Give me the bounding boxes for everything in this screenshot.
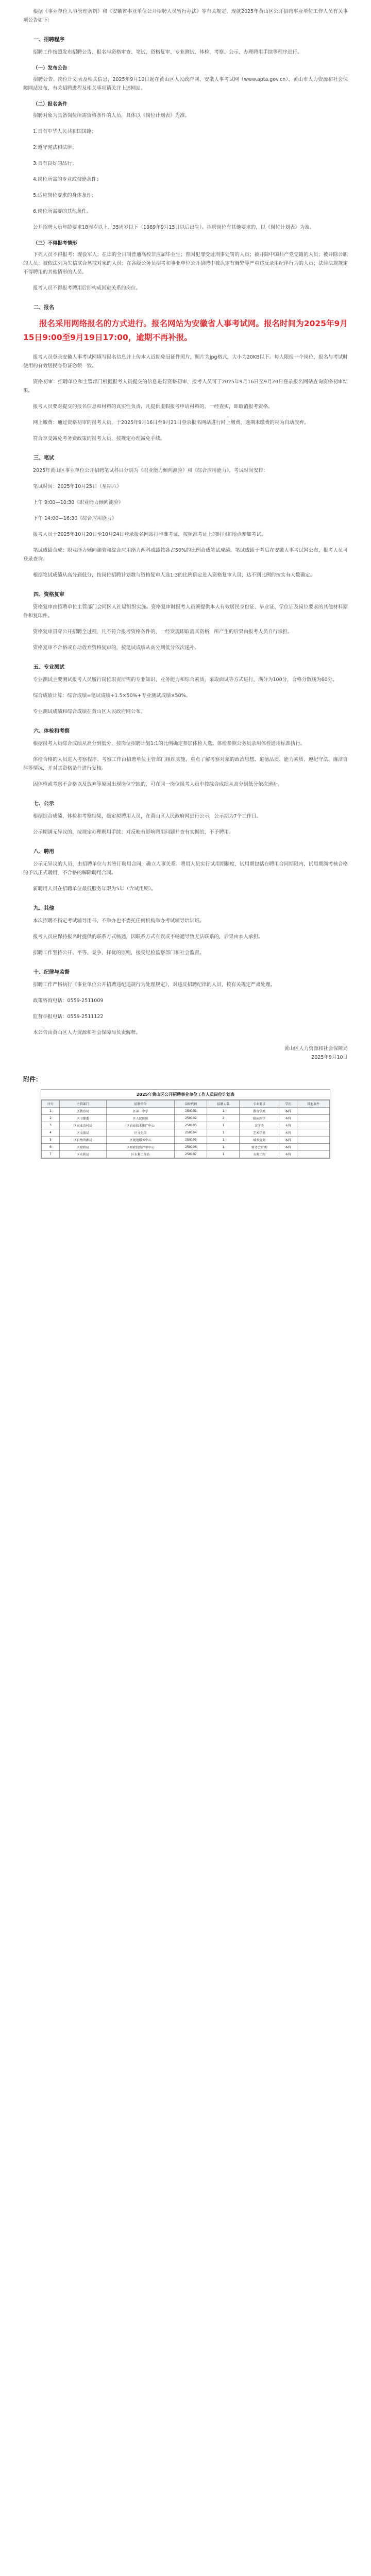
table-cell: 本科 — [279, 1108, 297, 1115]
table-cell: 1 — [207, 1151, 240, 1158]
table-cell: 1 — [207, 1144, 240, 1151]
table-header-cell: 专业要求 — [240, 1100, 279, 1108]
table-cell: 区教育局 — [59, 1108, 106, 1115]
table-header-row — [42, 1100, 330, 1108]
attachment-table-image — [41, 1089, 330, 1159]
table-cell: 本科 — [279, 1129, 297, 1137]
paragraph: 4.岗位所需的专业或技能条件； — [33, 177, 102, 182]
paragraph: 5.适应岗位要求的身体条件； — [33, 193, 97, 198]
table-cell: 4 — [42, 1129, 60, 1137]
section-heading-review: 四、资格复审 — [33, 592, 64, 598]
table-cell: 7 — [42, 1151, 60, 1158]
paragraph: 根据笔试成绩从高分到低分，按岗位招聘计划数与资格复审人选1:3的比例确定进入资格复审人员，达不到比例的按实有人数确定。 — [33, 572, 315, 578]
table-cell — [297, 1122, 330, 1129]
table-cell: 本科 — [279, 1144, 297, 1151]
table-cell: 区文化馆 — [106, 1129, 175, 1137]
table-cell: 区水利局 — [59, 1151, 106, 1158]
paragraph: 本次招聘不指定考试辅导用书，不举办也不委托任何机构举办考试辅导培训班。 — [33, 918, 205, 924]
table-cell: 1 — [42, 1108, 60, 1115]
table-cell: 区财政局 — [59, 1144, 106, 1151]
table-cell: 区农业技术推广中心 — [106, 1122, 175, 1129]
table-cell: 水利工程 — [240, 1151, 279, 1158]
paragraph: 综合成绩计算：综合成绩=笔试成绩÷1.5×50%+专业测试成绩×50%。 — [33, 693, 191, 699]
table-body — [42, 1108, 330, 1158]
table-header-cell: 学历 — [279, 1100, 297, 1108]
table-header-cell: 序号 — [42, 1100, 60, 1108]
section-heading-medical: 六、体检和考察 — [33, 728, 70, 734]
table-row — [42, 1129, 330, 1137]
table-cell: 3 — [42, 1122, 60, 1129]
position-table — [41, 1100, 330, 1158]
table-header-cell: 主管部门 — [59, 1100, 106, 1108]
table-cell: 本科 — [279, 1115, 297, 1122]
table-header-cell: 招聘人数 — [207, 1100, 240, 1108]
table-cell: 区文旅局 — [59, 1129, 106, 1137]
table-cell: 250104 — [175, 1129, 207, 1137]
paragraph: 招聘公告、岗位计划表及相关信息，2025年9月10日起在黄山区人民政府网、安徽人事考试网（www.apta.gov.cn）、黄山市人力资源和社会保障网站发布，有关招聘进程及相关事项请关注上述网站。 — [23, 77, 348, 91]
section-heading-written-exam: 三、笔试 — [33, 455, 54, 461]
paragraph: 笔试成绩合成：职业能力倾向测验和综合应用能力两科成绩按各占50%的比例合成笔试成绩。笔试成绩于考后在安徽人事考试网公布，报考人员可登录查询。 — [23, 548, 348, 562]
table-cell: 区规划服务中心 — [106, 1137, 175, 1144]
paragraph: 报考人员于2025年10月20日至10月24日登录报名网站打印准考证，按照准考证上的时间和地点参加考试。 — [33, 532, 266, 537]
table-cell: 1 — [207, 1137, 240, 1144]
paragraph: 专业测试成绩和综合成绩在黄山区人民政府网公布。 — [33, 709, 146, 715]
table-cell: 区卫健委 — [59, 1115, 106, 1122]
table-cell: 农学类 — [240, 1122, 279, 1129]
table-cell: 区财政投资评审中心 — [106, 1144, 175, 1151]
paragraph: 笔试时间：2025年10月25日（星期六） — [33, 484, 122, 489]
paragraph: 1.具有中华人民共和国国籍； — [33, 129, 97, 134]
paragraph: 资格复审由招聘单位主管部门会同区人社局组织实施。资格复审时报考人员须提供本人有效居民身份证、毕业证、学位证及岗位要求的其他材料原件和复印件。 — [23, 604, 348, 619]
paragraph: 招聘工作严格执行《事业单位公开招聘违纪违规行为处理规定》，对违反招聘纪律的人员，按有关规定严肃处理。 — [33, 982, 276, 988]
table-cell: 艺术学类 — [240, 1129, 279, 1137]
table-cell: 5 — [42, 1137, 60, 1144]
table-cell: 本科 — [279, 1122, 297, 1129]
paragraph: 报考人员不得报考聘用后即构成回避关系的岗位。 — [33, 285, 141, 291]
intro-paragraph: 根据《事业单位人事管理条例》和《安徽省事业单位公开招聘人员暂行办法》等有关规定，现就2025年黄山区公开招聘事业单位工作人员有关事项公告如下： — [23, 9, 348, 23]
section-heading-discipline: 十、纪律与监督 — [33, 970, 70, 975]
paragraph: 符合享受减免考务费政策的报考人员，按规定办理减免手续。 — [33, 436, 165, 442]
table-cell: 区第一中学 — [106, 1108, 175, 1115]
paragraph: 资格复审贯穿公开招聘全过程，凡不符合报考资格条件的，一经发现即取消其资格，所产生的后果由报考人员自行承担。 — [33, 629, 293, 635]
section-heading-other: 九、其他 — [33, 906, 54, 911]
paragraph: 6.岗位所需要的其他条件。 — [33, 209, 92, 214]
section-heading-professional-test: 五、专业测试 — [33, 665, 64, 670]
paragraph: 资格复审不合格或自动放弃资格复审的，按笔试成绩从高分到低分依次递补。 — [33, 645, 200, 651]
paragraph: 上午 9:00—10:30《职业能力倾向测验》 — [33, 500, 124, 505]
paragraph: 体检合格的人员进入考察程序。考察工作由招聘单位主管部门组织实施，重点了解考察对象的政治思想、道德品质、能力素质、遵纪守法、廉洁自律等情况，并对其资格条件进行复核。 — [23, 757, 348, 771]
paragraph: 报考人员登录安徽人事考试网填写报名信息并上传本人近期免冠证件照片，照片为jpg格式，大小为20KB以下。每人限报一个岗位，报名与考试时使用的有效居民身份证必须一致。 — [23, 354, 348, 369]
paragraph: 公开招聘人员年龄要求18周岁以上、35周岁以下（1989年9月15日以后出生）。招聘岗位有其他要求的，以《岗位计划表》为准。 — [33, 225, 315, 230]
table-cell — [297, 1108, 330, 1115]
table-cell — [297, 1151, 330, 1158]
paragraph: 因体检或考察不合格以及放弃等原因出现岗位空缺的，可在同一岗位报考人员中按综合成绩从高分到低分依次递补。 — [33, 782, 283, 787]
paragraph: 根据报考人员综合成绩从高分到低分，按岗位招聘计划1:1的比例确定参加体检人选。体检参照公务员录用体检通用标准执行。 — [33, 741, 306, 747]
paragraph: 专业测试主要测试报考人员履行岗位职责所需的专业知识、业务能力和综合素质，采取面试等方式进行，满分为100分，合格分数线为60分。 — [33, 677, 338, 683]
table-cell: 区人民医院 — [106, 1115, 175, 1122]
table-cell: 教育学类 — [240, 1108, 279, 1115]
table-row — [42, 1122, 330, 1129]
table-cell: 250105 — [175, 1137, 207, 1144]
subsection-heading: （二）报名条件 — [33, 101, 68, 107]
table-cell: 6 — [42, 1144, 60, 1151]
table-cell: 区水利工作站 — [106, 1151, 175, 1158]
table-cell: 250103 — [175, 1122, 207, 1129]
table-row — [42, 1144, 330, 1151]
paragraph: 报考人员要对提交的报名信息和材料的真实性负责，凡提供虚假报考申请材料的，一经查实，即取消报考资格。 — [33, 404, 273, 410]
table-cell: 本科 — [279, 1151, 297, 1158]
table-cell: 临床医学 — [240, 1115, 279, 1122]
table-cell: 250102 — [175, 1115, 207, 1122]
paragraph: 公示无异议的人员，由招聘单位与其签订聘用合同，确立人事关系。聘用人员实行试用期制度，试用期包括在聘用合同期限内，试用期满考核合格的予以正式聘用，不合格的解除聘用合同。 — [23, 861, 348, 876]
table-cell: 1 — [207, 1122, 240, 1129]
table-cell — [297, 1129, 330, 1137]
paragraph: 3.具有良好的品行； — [33, 161, 77, 166]
table-cell: 250107 — [175, 1151, 207, 1158]
table-title: 2025年黄山区公开招聘事业单位工作人员岗位计划表 — [41, 1090, 330, 1100]
paragraph: 招聘对象为具备岗位所需资格条件的人员，具体以《岗位计划表》为准。 — [33, 113, 190, 118]
paragraph: 资格初审：招聘单位和主管部门根据报考人员提交的信息进行资格初审，报考人员可于2025年9月16日至9月20日登录报名网站查询资格初审结果。 — [23, 379, 348, 394]
report-phone: 监督举报电话：0559-2511122 — [33, 1014, 104, 1020]
table-cell: 2 — [42, 1115, 60, 1122]
table-cell: 250106 — [175, 1144, 207, 1151]
paragraph: 网上缴费：通过资格初审的报考人员，于2025年9月16日至9月21日登录报名网站进行网上缴费，逾期未缴费的视为自动放弃。 — [33, 420, 309, 426]
attachment-label: 附件： — [23, 1076, 42, 1083]
table-row — [42, 1137, 330, 1144]
table-cell: 区自然资源局 — [59, 1137, 106, 1144]
section-heading-publicity: 七、公示 — [33, 801, 54, 807]
section-heading-procedure: 一、招聘程序 — [33, 37, 64, 43]
article-body — [23, 7, 348, 1159]
table-cell: 区农业农村局 — [59, 1122, 106, 1129]
signature-date: 2025年9月10日 — [311, 1055, 348, 1060]
paragraph: 2.遵守宪法和法律； — [33, 145, 77, 150]
table-cell: 1 — [207, 1129, 240, 1137]
table-cell: 250101 — [175, 1108, 207, 1115]
signature-org: 黄山区人力资源和社会保障局 — [284, 1046, 348, 1052]
paragraph: 招聘工作按照发布招聘公告、报名与资格审查、笔试、资格复审、专业测试、体检、考察、公示、办理聘用手续等程序进行。 — [33, 49, 302, 55]
subsection-heading: （一）发布公告 — [33, 65, 68, 71]
paragraph: 公示期满无异议的，按规定办理聘用手续；对反映有影响聘用问题并查有实据的，不予聘用。 — [33, 829, 234, 835]
table-row — [42, 1115, 330, 1122]
table-cell: 2 — [207, 1115, 240, 1122]
table-row — [42, 1108, 330, 1115]
table-cell — [297, 1115, 330, 1122]
section-heading-employment: 八、聘用 — [33, 849, 54, 855]
paragraph: 2025年黄山区事业单位公开招聘笔试科目分别为《职业能力倾向测验》和《综合应用能力》，考试时间安排： — [33, 468, 268, 473]
subsection-heading: （三）不得报考情形 — [33, 241, 77, 246]
table-header-cell: 其他条件 — [297, 1100, 330, 1108]
table-row — [42, 1151, 330, 1158]
paragraph: 下午 14:00—16:30《综合应用能力》 — [33, 516, 117, 521]
table-cell: 城乡规划 — [240, 1137, 279, 1144]
paragraph: 招聘工作坚持公开、平等、竞争、择优的原则，接受纪检监察部门和社会监督。 — [33, 950, 205, 956]
table-cell — [297, 1137, 330, 1144]
table-header-cell: 岗位代码 — [175, 1100, 207, 1108]
table-header-cell: 招聘单位 — [106, 1100, 175, 1108]
paragraph: 下列人员不得报考：现役军人；在读的全日制普通高校非应届毕业生；曾因犯罪受过刑事处罚的人员；被开除中国共产党党籍的人员；被开除公职的人员；被依法列为失信联合惩戒对象的人员；在各级公务员招考和事业单位公开招聘中被认定有舞弊等严重违反录用纪律行为的人员；法律法规规定不得聘用的其他情形的人员。 — [23, 252, 348, 275]
paragraph: 报考人员应保持报名时提供的联系方式畅通，因联系方式有误或不畅通导致无法联系的，后果由本人承担。 — [33, 934, 263, 940]
table-cell: 本科 — [279, 1137, 297, 1144]
paragraph: 新聘用人员在招聘单位最低服务年限为5年（含试用期）。 — [33, 886, 156, 892]
paragraph: 根据综合成绩、体检和考察结果，确定拟聘用人员，在黄山区人民政府网进行公示，公示期为7个工作日。 — [33, 814, 262, 819]
table-cell: 财务会计类 — [240, 1144, 279, 1151]
table-cell: 1 — [207, 1108, 240, 1115]
registration-highlight: 报名采用网络报名的方式进行。报名网站为安徽省人事考试网。报名时间为2025年9月15日9:00至9月19日17:00，逾期不再补报。 — [23, 319, 348, 342]
section-heading-registration: 二、报名 — [33, 305, 54, 311]
contact-phone: 政策咨询电话：0559-2511009 — [33, 998, 104, 1004]
paragraph: 本公告由黄山区人力资源和社会保障局负责解释。 — [33, 1030, 141, 1036]
table-cell — [297, 1144, 330, 1151]
